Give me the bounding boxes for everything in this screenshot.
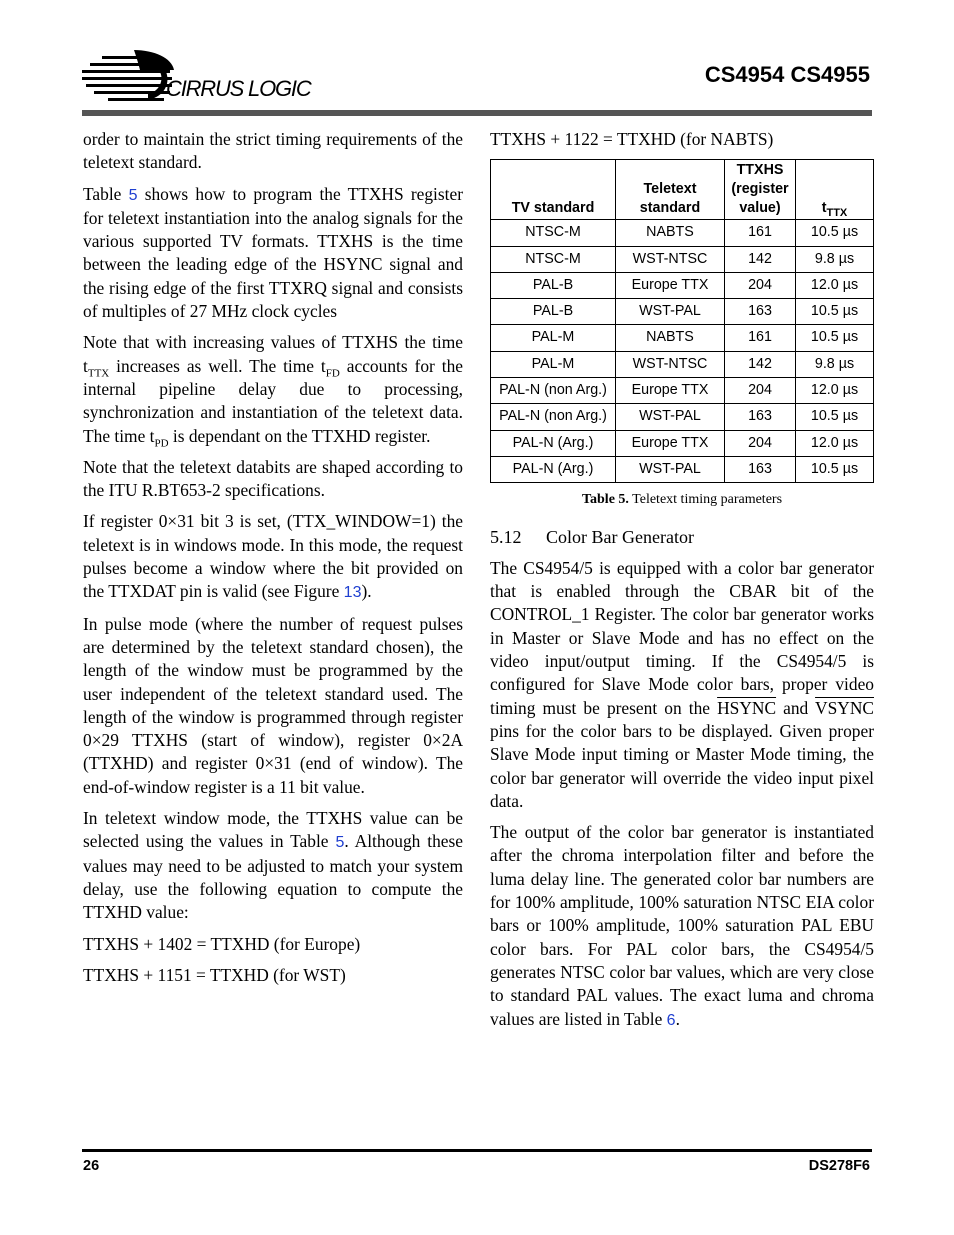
table-cell: 10.5 µs: [796, 456, 874, 482]
table-cell: Europe TTX: [616, 430, 725, 456]
table-cell: WST-PAL: [616, 404, 725, 430]
cirrus-logic-logo: [82, 50, 332, 105]
table-cell: 161: [725, 325, 796, 351]
table-cell: WST-PAL: [616, 456, 725, 482]
footer-rule: [82, 1149, 872, 1152]
col-header: Teletext standard: [616, 160, 725, 220]
table-cell: 10.5 µs: [796, 299, 874, 325]
table-cell: NTSC-M: [491, 246, 616, 272]
col-header: TTXHS (register value): [725, 160, 796, 220]
table-row: [491, 351, 874, 377]
table-cell: WST-NTSC: [616, 351, 725, 377]
table-cell: 9.8 µs: [796, 246, 874, 272]
teletext-timing-table: [490, 159, 874, 483]
table-cell: 142: [725, 351, 796, 377]
table-cell: Europe TTX: [616, 378, 725, 404]
table-cell: PAL-N (Arg.): [491, 430, 616, 456]
table-row: [491, 299, 874, 325]
table-row: [491, 272, 874, 298]
table-cell: 204: [725, 430, 796, 456]
table-5-link[interactable]: 5: [128, 186, 138, 204]
paragraph: In teletext window mode, the TTXHS value can be selected using the values in Table 5. Although these values may need to be adjusted to match your system delay, use the following equation to compute the TTXHD value:: [83, 808, 463, 923]
table-cell: 161: [725, 220, 796, 246]
table-5-link[interactable]: 5: [335, 834, 345, 852]
equation-wst: TTXHS + 1151 = TTXHD (for WST): [83, 964, 346, 985]
table-cell: Europe TTX: [616, 272, 725, 298]
table-cell: 142: [725, 246, 796, 272]
table-cell: PAL-B: [491, 299, 616, 325]
paragraph: If register 0×31 bit 3 is set, (TTX_WINDOW=1) the teletext is in windows mode. In this mode, the request pulses become a window where the bit provided on the TTXDAT pin is valid (see Figure 13).: [83, 511, 463, 602]
col-header: $t_{TTX}$: [796, 160, 874, 220]
table-row: [491, 220, 874, 246]
table-cell: NABTS: [616, 325, 725, 351]
table-cell: PAL-B: [491, 272, 616, 298]
table-row: [491, 456, 874, 482]
table-cell: WST-NTSC: [616, 246, 725, 272]
left-column: [83, 128, 463, 995]
right-column: [490, 128, 874, 1040]
table-row: [491, 430, 874, 456]
table-cell: 12.0 µs: [796, 430, 874, 456]
paragraph: Note that with increasing values of TTXHS the time $t_{TTX}$ increases as well. The time $t_{FD}$ accounts for the internal pipeline delay due to processing, synchronization and instantiation of the teletext data. The time $t_{PD}$ is dependant on the TTXHD register.: [83, 332, 463, 450]
page-number: 26: [83, 1158, 100, 1174]
table-cell: 163: [725, 299, 796, 325]
hsync-signal: HSYNC: [717, 697, 777, 718]
table-cell: NABTS: [616, 220, 725, 246]
header-rule: [82, 110, 872, 116]
table-cell: 12.0 µs: [796, 378, 874, 404]
table-cell: 10.5 µs: [796, 404, 874, 430]
table-row: [491, 378, 874, 404]
table-header-row: [491, 160, 874, 220]
doc-title: CS4954 CS4955: [704, 62, 870, 87]
table-row: [491, 404, 874, 430]
table-cell: PAL-M: [491, 325, 616, 351]
table-cell: 10.5 µs: [796, 220, 874, 246]
doc-number: DS278F6: [808, 1158, 870, 1174]
table-row: [491, 325, 874, 351]
table-caption: Table 5. Teletext timing parameters: [581, 492, 783, 508]
section-heading: 5.12 Color Bar Generator: [490, 526, 694, 547]
table-cell: PAL-N (Arg.): [491, 456, 616, 482]
table-cell: PAL-N (non Arg.): [491, 404, 616, 430]
paragraph: Table 5 shows how to program the TTXHS register for teletext instantiation into the analog signals for the various supported TV formats. TTXHS is the time between the leading edge of the HSYNC signal and the rising edge of the first TTXRQ signal and consists of multiples of 27 MHz clock cycles: [83, 183, 463, 322]
paragraph: order to maintain the strict timing requirements of the teletext standard.: [83, 129, 463, 173]
equation-nabts: TTXHS + 1122 = TTXHD (for NABTS): [490, 129, 774, 149]
paragraph: In pulse mode (where the number of request pulses are determined by the teletext standard chosen), the length of the window must be programmed by the user independent of the teletext standard used. The length of the window is programmed through register 0×29 TTXHS (start of window), register 0×2A (TTXHD) and register 0×31 (end of window). The end-of-window register is a 11 bit value.: [83, 613, 463, 797]
table-cell: 10.5 µs: [796, 325, 874, 351]
logo-text: CIRRUS LOGIC: [166, 76, 311, 101]
table-cell: 163: [725, 404, 796, 430]
paragraph: Note that the teletext databits are shaped according to the ITU R.BT653-2 specifications.: [83, 456, 463, 501]
table-cell: WST-PAL: [616, 299, 725, 325]
table-cell: 163: [725, 456, 796, 482]
table-cell: 12.0 µs: [796, 272, 874, 298]
table-cell: 204: [725, 272, 796, 298]
equation-europe: TTXHS + 1402 = TTXHD (for Europe): [83, 933, 361, 954]
table-cell: 9.8 µs: [796, 351, 874, 377]
col-header: TV standard: [491, 160, 616, 220]
vsync-signal: VSYNC: [815, 697, 874, 718]
table-cell: 204: [725, 378, 796, 404]
table-cell: PAL-M: [491, 351, 616, 377]
table-6-link[interactable]: 6: [666, 1011, 676, 1029]
paragraph: The output of the color bar generator is instantiated after the chroma interpolation filter and before the luma delay line. The generated color bar numbers are for 100% amplitude, 100% saturation NTSC EIA color bars or 100% amplitude, 100% saturation PAL EBU color bars. For PAL color bars, the CS4954/5 generates NTSC color bar values, which are very close to standard PAL values. The exact luma and chroma values are listed in Table 6.: [490, 822, 874, 1029]
table-row: [491, 246, 874, 272]
figure-13-link[interactable]: 13: [343, 584, 362, 602]
table-cell: NTSC-M: [491, 220, 616, 246]
paragraph: The CS4954/5 is equipped with a color bar generator that is enabled through the CBAR bit of the CONTROL_1 Register. The color bar generator works in Master or Slave Mode and has no effect on the video input/output timing. If the CS4954/5 is configured for Slave Mode color bars, proper video timing must be present on the HSYNC and VSYNC pins for the color bars to be displayed. Given proper Slave Mode input timing or Master Mode timing, the color bar generator will override the video input pixel data.: [490, 557, 874, 811]
table-cell: PAL-N (non Arg.): [491, 378, 616, 404]
